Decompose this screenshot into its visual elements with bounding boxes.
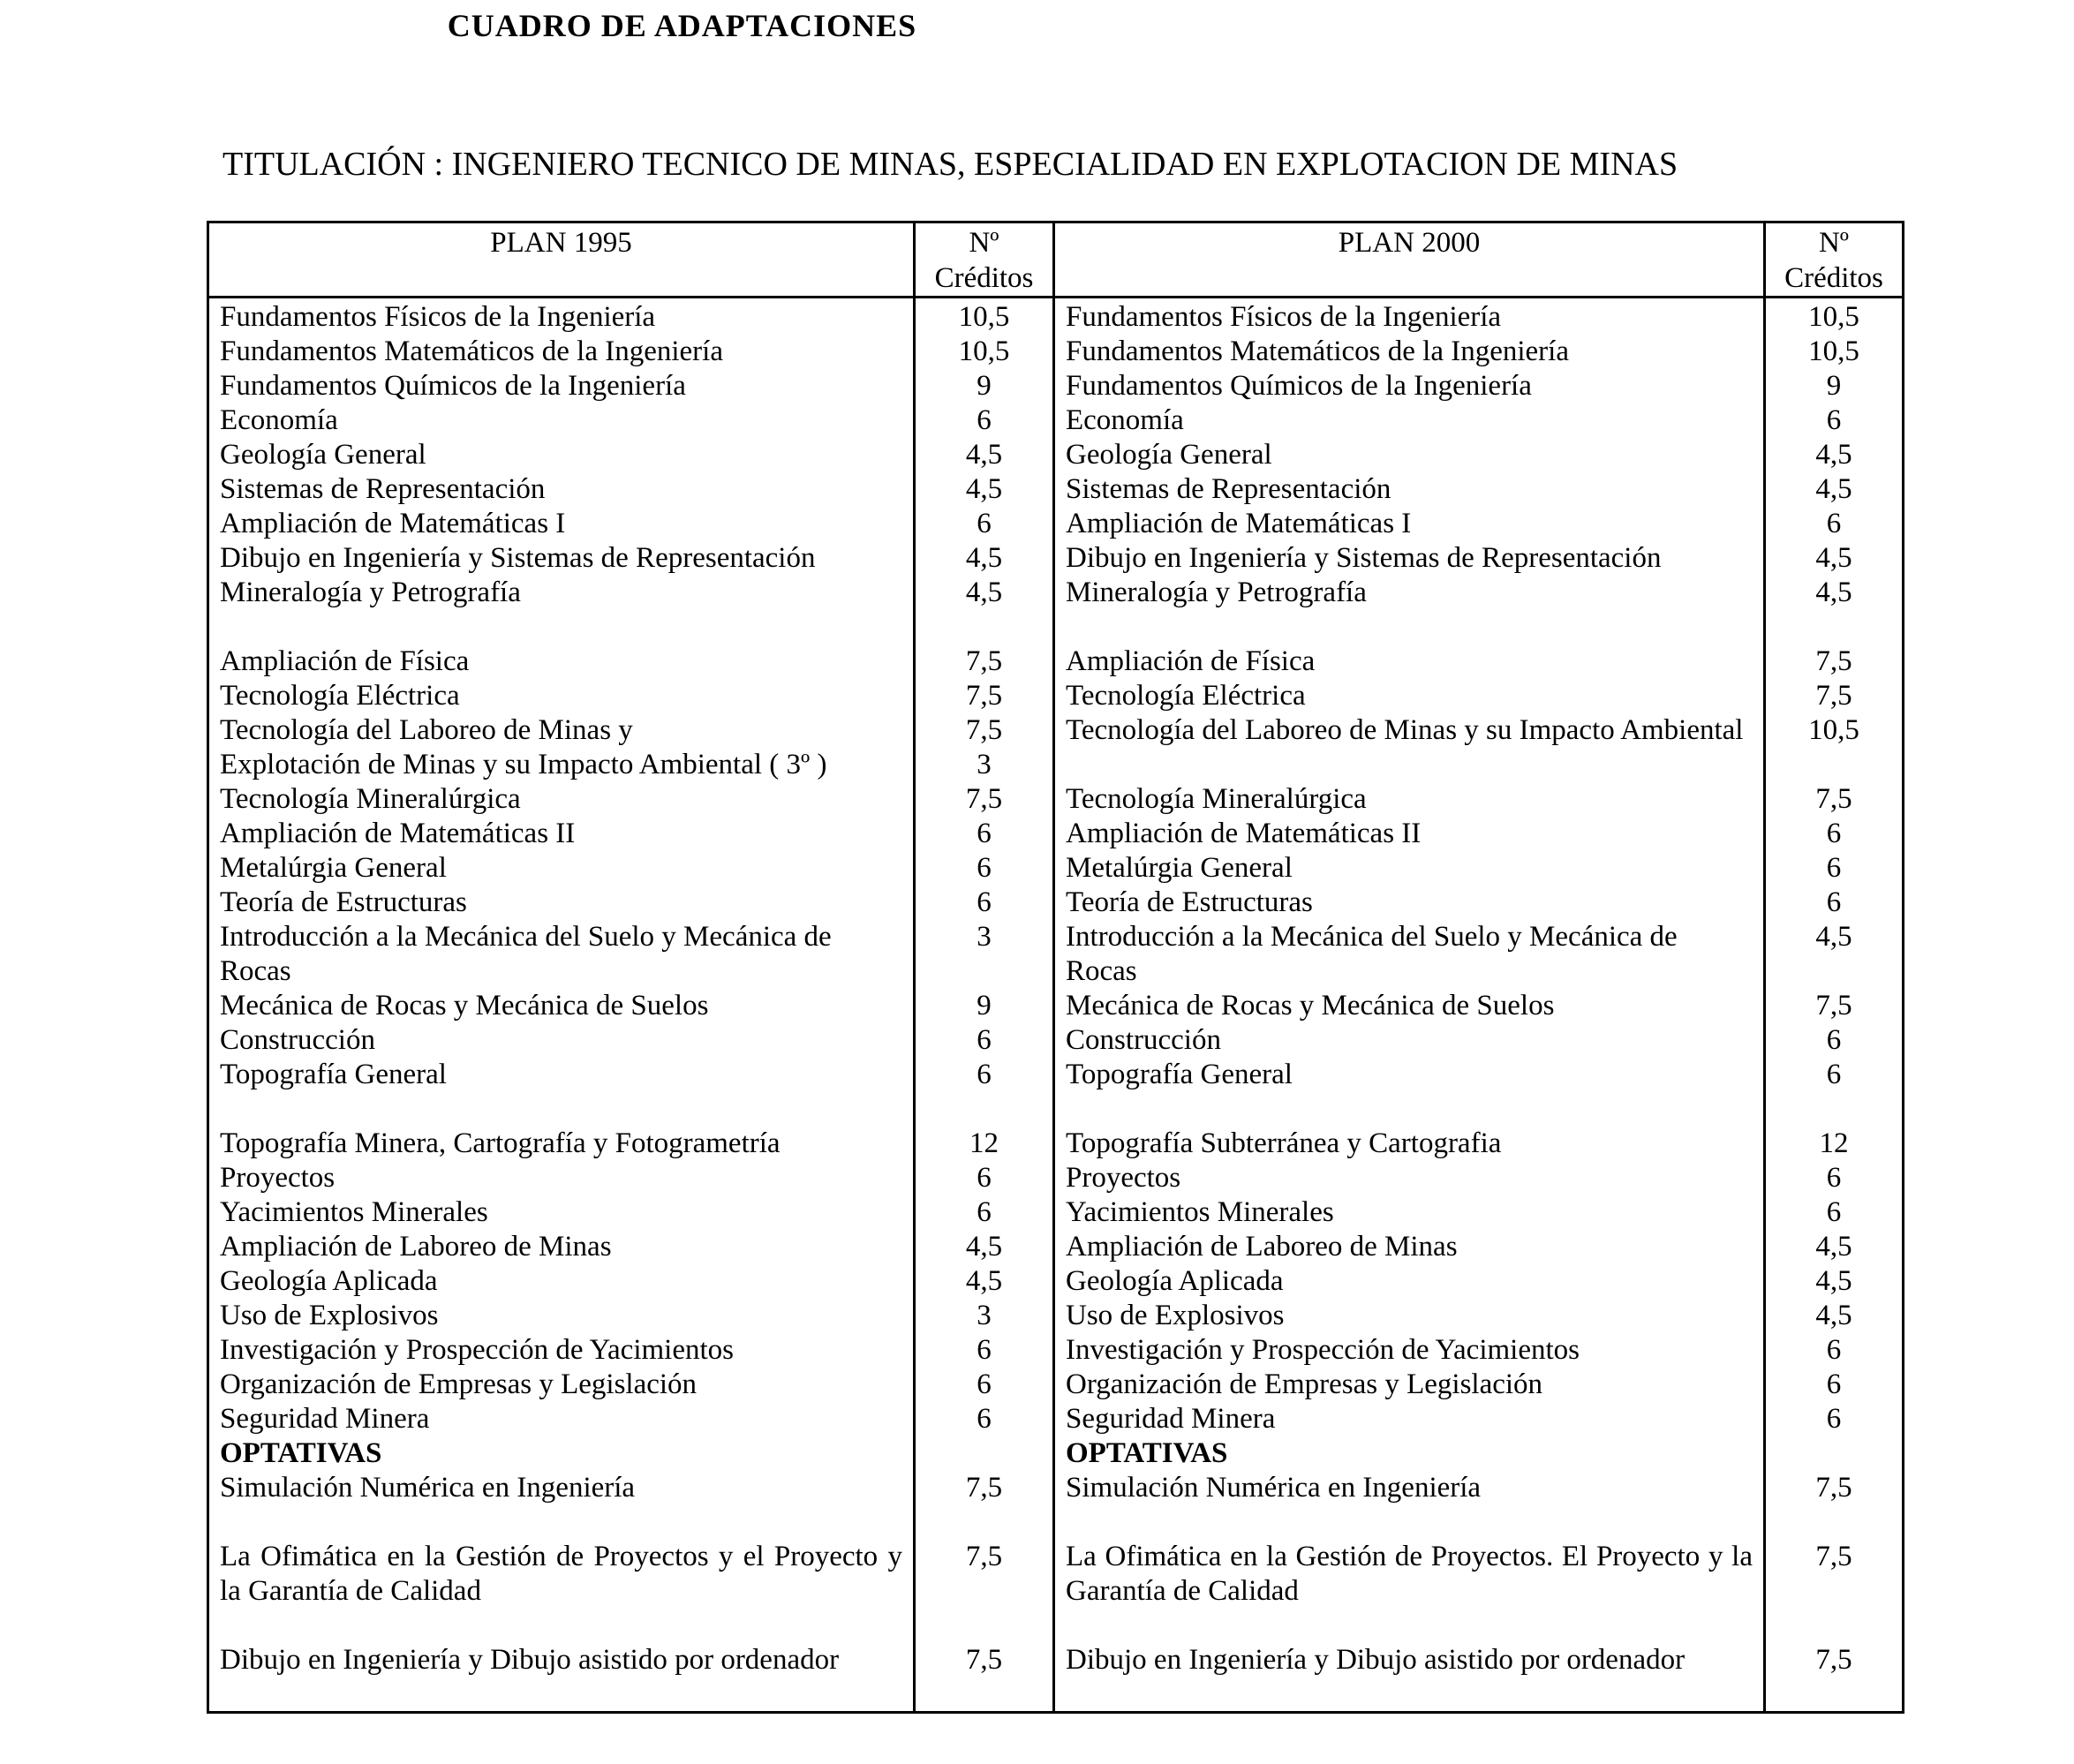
table-row: [208, 403, 1904, 438]
plan-2000-subject: [1054, 748, 1765, 782]
plan-2000-credits: 6: [1765, 507, 1904, 541]
plan-1995-credits: 6: [915, 1023, 1054, 1058]
table-row: [208, 679, 1904, 713]
plan-1995-subject: Explotación de Minas y su Impacto Ambiental ( 3º ): [208, 748, 915, 782]
plan-1995-credits: 6: [915, 1161, 1054, 1195]
plan-1995-subject: Tecnología Eléctrica: [208, 679, 915, 713]
plan-1995-subject: Dibujo en Ingeniería y Sistemas de Representación: [208, 541, 915, 576]
plan-2000-credits: 9: [1765, 369, 1904, 403]
plan-1995-credits: 6: [915, 1402, 1054, 1436]
credits-header-label: Nº Créditos: [1784, 227, 1883, 294]
table-row: [208, 1368, 1904, 1402]
plan-1995-subject: Fundamentos Físicos de la Ingeniería: [208, 298, 915, 335]
plan-2000-credits: 6: [1765, 1161, 1904, 1195]
plan-1995-subject: Organización de Empresas y Legislación: [208, 1368, 915, 1402]
plan-2000-credits: 4,5: [1765, 438, 1904, 472]
plan-1995-subject: Geología General: [208, 438, 915, 472]
plan-1995-subject: Seguridad Minera: [208, 1402, 915, 1436]
spacer-row: [208, 1092, 1904, 1127]
plan-2000-credits: 6: [1765, 851, 1904, 886]
plan-2000-subject: Introducción a la Mecánica del Suelo y Mecánica de Rocas: [1054, 920, 1765, 989]
plan-2000-credits: [1765, 1505, 1904, 1540]
table-row: [208, 748, 1904, 782]
plan-2000-credits: 4,5: [1765, 920, 1904, 989]
plan-2000-credits: 7,5: [1765, 1643, 1904, 1713]
plan-2000-subject: Sistemas de Representación: [1054, 472, 1765, 507]
plan-1995-credits: 7,5: [915, 679, 1054, 713]
plan-2000-subject: Mecánica de Rocas y Mecánica de Suelos: [1054, 989, 1765, 1023]
table-row: [208, 782, 1904, 817]
plan-2000-subject: Construcción: [1054, 1023, 1765, 1058]
plan-2000-subject: [1054, 1609, 1765, 1643]
table-row: [208, 1471, 1904, 1505]
plan-2000-credits: 7,5: [1765, 782, 1904, 817]
table-row: [208, 713, 1904, 748]
plan-1995-credits: 6: [915, 1195, 1054, 1230]
plan-2000-credits: 12: [1765, 1127, 1904, 1161]
plan-1995-credits: 7,5: [915, 713, 1054, 748]
plan-2000-subject: Fundamentos Físicos de la Ingeniería: [1054, 298, 1765, 335]
plan-2000-credits: 6: [1765, 403, 1904, 438]
plan-2000-subject: Ampliación de Matemáticas II: [1054, 817, 1765, 851]
plan-1995-subject: Fundamentos Matemáticos de la Ingeniería: [208, 335, 915, 369]
plan-1995-subject: Introducción a la Mecánica del Suelo y Mecánica de Rocas: [208, 920, 915, 989]
plan-1995-credits: 3: [915, 920, 1054, 989]
spacer-row: [208, 1609, 1904, 1643]
plan-2000-credits: 10,5: [1765, 298, 1904, 335]
plan-2000-subject: Tecnología Mineralúrgica: [1054, 782, 1765, 817]
plan-2000-credits: 7,5: [1765, 645, 1904, 679]
plan-2000-credits: 6: [1765, 1195, 1904, 1230]
plan-1995-credits: 6: [915, 403, 1054, 438]
plan-1995-credits: 6: [915, 851, 1054, 886]
plan-2000-subject: Seguridad Minera: [1054, 1402, 1765, 1436]
plan-1995-credits: 9: [915, 369, 1054, 403]
plan-2000-subject: Geología General: [1054, 438, 1765, 472]
plan-2000-subject: Ampliación de Laboreo de Minas: [1054, 1230, 1765, 1264]
plan-1995-subject: [208, 1092, 915, 1127]
spacer-row: [208, 1505, 1904, 1540]
plan-1995-subject: Tecnología del Laboreo de Minas y: [208, 713, 915, 748]
plan-2000-subject: Yacimientos Minerales: [1054, 1195, 1765, 1230]
table-row: [208, 298, 1904, 335]
table-row: [208, 1023, 1904, 1058]
plan-1995-credits: 4,5: [915, 1264, 1054, 1299]
plan-2000-credits: 4,5: [1765, 1264, 1904, 1299]
plan-2000-subject: Fundamentos Matemáticos de la Ingeniería: [1054, 335, 1765, 369]
plan-2000-subject: Proyectos: [1054, 1161, 1765, 1195]
plan-2000-credits: 7,5: [1765, 989, 1904, 1023]
plan-1995-subject: [208, 1609, 915, 1643]
section-heading-row: [208, 1436, 1904, 1471]
plan-2000-credits: [1765, 610, 1904, 645]
table-row: [208, 335, 1904, 369]
plan-1995-credits: 7,5: [915, 1471, 1054, 1505]
table-row: [208, 1195, 1904, 1230]
plan-2000-subject: Metalúrgia General: [1054, 851, 1765, 886]
plan-2000-subject: Mineralogía y Petrografía: [1054, 576, 1765, 610]
plan-2000-credits: 6: [1765, 1058, 1904, 1092]
plan-1995-subject: Sistemas de Representación: [208, 472, 915, 507]
plan-1995-credits: [915, 610, 1054, 645]
plan-1995-credits: 7,5: [915, 1540, 1054, 1609]
table-row: [208, 1058, 1904, 1092]
table-row: [208, 989, 1904, 1023]
table-row: [208, 541, 1904, 576]
plan-2000-credits: 6: [1765, 817, 1904, 851]
credits-header-label: Nº Créditos: [934, 227, 1034, 294]
titulacion-line: TITULACIÓN : INGENIERO TECNICO DE MINAS, ESPECIALIDAD EN EXPLOTACION DE MINAS: [222, 146, 1678, 183]
plan-2000-credits: [1765, 1609, 1904, 1643]
plan-1995-credits: 6: [915, 507, 1054, 541]
plan-2000-subject: Fundamentos Químicos de la Ingeniería: [1054, 369, 1765, 403]
table-row: [208, 886, 1904, 920]
plan-1995-subject: Tecnología Mineralúrgica: [208, 782, 915, 817]
plan-1995-subject: [208, 1505, 915, 1540]
header-credits-1995: [915, 222, 1054, 298]
plan-1995-subject: Proyectos: [208, 1161, 915, 1195]
plan-2000-credits: 6: [1765, 1333, 1904, 1368]
plan-1995-subject: Construcción: [208, 1023, 915, 1058]
plan-1995-subject: Fundamentos Químicos de la Ingeniería: [208, 369, 915, 403]
header-credits-2000: [1765, 222, 1904, 298]
plan-2000-subject: La Ofimática en la Gestión de Proyectos. El Proyecto y la Garantía de Calidad: [1054, 1540, 1765, 1609]
table-row: [208, 817, 1904, 851]
plan-2000-credits: 6: [1765, 1023, 1904, 1058]
plan-1995-subject: La Ofimática en la Gestión de Proyectos y el Proyecto y la Garantía de Calidad: [208, 1540, 915, 1609]
spacer-row: [208, 610, 1904, 645]
plan-2000-subject: Topografía General: [1054, 1058, 1765, 1092]
plan-1995-credits: 9: [915, 989, 1054, 1023]
plan-2000-subject: [1054, 610, 1765, 645]
plan-2000-credits: 4,5: [1765, 576, 1904, 610]
plan-1995-credits: 10,5: [915, 335, 1054, 369]
plan-2000-subject: Geología Aplicada: [1054, 1264, 1765, 1299]
plan-1995-subject: Economía: [208, 403, 915, 438]
plan-1995-credits: 12: [915, 1127, 1054, 1161]
plan-2000-credits: [1765, 1436, 1904, 1471]
plan-2000-credits: 4,5: [1765, 1299, 1904, 1333]
plan-1995-subject: Geología Aplicada: [208, 1264, 915, 1299]
header-plan-1995: PLAN 1995: [208, 222, 915, 298]
plan-1995-subject: [208, 610, 915, 645]
plan-2000-credits: 4,5: [1765, 1230, 1904, 1264]
plan-1995-credits: [915, 1609, 1054, 1643]
table-row: [208, 576, 1904, 610]
plan-1995-credits: 4,5: [915, 541, 1054, 576]
plan-1995-subject: Teoría de Estructuras: [208, 886, 915, 920]
plan-1995-credits: 3: [915, 1299, 1054, 1333]
table-row: [208, 1299, 1904, 1333]
table-row: [208, 1333, 1904, 1368]
plan-2000-subject: Economía: [1054, 403, 1765, 438]
plan-2000-credits: 7,5: [1765, 1471, 1904, 1505]
table-row: [208, 1402, 1904, 1436]
plan-1995-subject: Ampliación de Matemáticas I: [208, 507, 915, 541]
table-body: [208, 298, 1904, 1713]
table-row: [208, 369, 1904, 403]
table-row: [208, 1127, 1904, 1161]
adaptation-table: [207, 221, 1904, 1714]
plan-1995-subject: Dibujo en Ingeniería y Dibujo asistido por ordenador: [208, 1643, 915, 1713]
table-row: [208, 1264, 1904, 1299]
plan-2000-credits: 6: [1765, 1368, 1904, 1402]
table-row: [208, 507, 1904, 541]
plan-2000-subject: Simulación Numérica en Ingeniería: [1054, 1471, 1765, 1505]
table-row: [208, 1230, 1904, 1264]
plan-1995-credits: 4,5: [915, 472, 1054, 507]
plan-1995-credits: 7,5: [915, 1643, 1054, 1713]
plan-1995-credits: 4,5: [915, 1230, 1054, 1264]
plan-2000-subject: Topografía Subterránea y Cartografia: [1054, 1127, 1765, 1161]
plan-2000-credits: [1765, 1092, 1904, 1127]
table-row: [208, 851, 1904, 886]
header-plan-2000: PLAN 2000: [1054, 222, 1765, 298]
plan-1995-subject: Ampliación de Laboreo de Minas: [208, 1230, 915, 1264]
plan-2000-subject: OPTATIVAS: [1054, 1436, 1765, 1471]
plan-2000-credits: 10,5: [1765, 335, 1904, 369]
plan-1995-credits: 7,5: [915, 782, 1054, 817]
table-row: [208, 438, 1904, 472]
plan-2000-subject: Ampliación de Matemáticas I: [1054, 507, 1765, 541]
plan-2000-subject: Organización de Empresas y Legislación: [1054, 1368, 1765, 1402]
document-title: CUADRO DE ADAPTACIONES: [447, 8, 917, 43]
plan-1995-subject: Simulación Numérica en Ingeniería: [208, 1471, 915, 1505]
plan-1995-subject: Topografía Minera, Cartografía y Fotogrametría: [208, 1127, 915, 1161]
plan-1995-subject: Uso de Explosivos: [208, 1299, 915, 1333]
plan-1995-credits: [915, 1505, 1054, 1540]
plan-2000-credits: 4,5: [1765, 472, 1904, 507]
plan-1995-subject: Ampliación de Matemáticas II: [208, 817, 915, 851]
plan-1995-subject: Ampliación de Física: [208, 645, 915, 679]
plan-1995-subject: Mecánica de Rocas y Mecánica de Suelos: [208, 989, 915, 1023]
plan-2000-credits: 7,5: [1765, 1540, 1904, 1609]
plan-2000-subject: Teoría de Estructuras: [1054, 886, 1765, 920]
plan-1995-credits: 6: [915, 1368, 1054, 1402]
plan-2000-subject: Tecnología del Laboreo de Minas y su Impacto Ambiental: [1054, 713, 1765, 748]
table-row: [208, 920, 1904, 989]
plan-1995-credits: [915, 1436, 1054, 1471]
plan-1995-subject: Metalúrgia General: [208, 851, 915, 886]
plan-1995-credits: [915, 1092, 1054, 1127]
plan-1995-credits: 6: [915, 1058, 1054, 1092]
plan-2000-subject: Ampliación de Física: [1054, 645, 1765, 679]
plan-1995-credits: 4,5: [915, 438, 1054, 472]
plan-1995-credits: 6: [915, 817, 1054, 851]
table-row: [208, 1540, 1904, 1609]
plan-2000-credits: 4,5: [1765, 541, 1904, 576]
table-row: [208, 1161, 1904, 1195]
table-row: [208, 1643, 1904, 1713]
plan-2000-subject: Dibujo en Ingeniería y Sistemas de Representación: [1054, 541, 1765, 576]
table-row: [208, 472, 1904, 507]
plan-2000-subject: Investigación y Prospección de Yacimientos: [1054, 1333, 1765, 1368]
plan-2000-subject: [1054, 1092, 1765, 1127]
plan-2000-credits: [1765, 748, 1904, 782]
plan-1995-credits: 3: [915, 748, 1054, 782]
table-header-row: [208, 222, 1904, 298]
plan-1995-subject: Yacimientos Minerales: [208, 1195, 915, 1230]
plan-2000-subject: Tecnología Eléctrica: [1054, 679, 1765, 713]
plan-2000-subject: Uso de Explosivos: [1054, 1299, 1765, 1333]
plan-2000-subject: [1054, 1505, 1765, 1540]
plan-1995-subject: Topografía General: [208, 1058, 915, 1092]
plan-2000-credits: 7,5: [1765, 679, 1904, 713]
plan-1995-credits: 7,5: [915, 645, 1054, 679]
plan-2000-subject: Dibujo en Ingeniería y Dibujo asistido por ordenador: [1054, 1643, 1765, 1713]
plan-1995-subject: Investigación y Prospección de Yacimientos: [208, 1333, 915, 1368]
table-row: [208, 645, 1904, 679]
plan-2000-credits: 6: [1765, 1402, 1904, 1436]
plan-1995-subject: Mineralogía y Petrografía: [208, 576, 915, 610]
plan-1995-credits: 6: [915, 886, 1054, 920]
plan-1995-subject: OPTATIVAS: [208, 1436, 915, 1471]
plan-1995-credits: 4,5: [915, 576, 1054, 610]
plan-1995-credits: 10,5: [915, 298, 1054, 335]
plan-1995-credits: 6: [915, 1333, 1054, 1368]
plan-2000-credits: 6: [1765, 886, 1904, 920]
plan-2000-credits: 10,5: [1765, 713, 1904, 748]
